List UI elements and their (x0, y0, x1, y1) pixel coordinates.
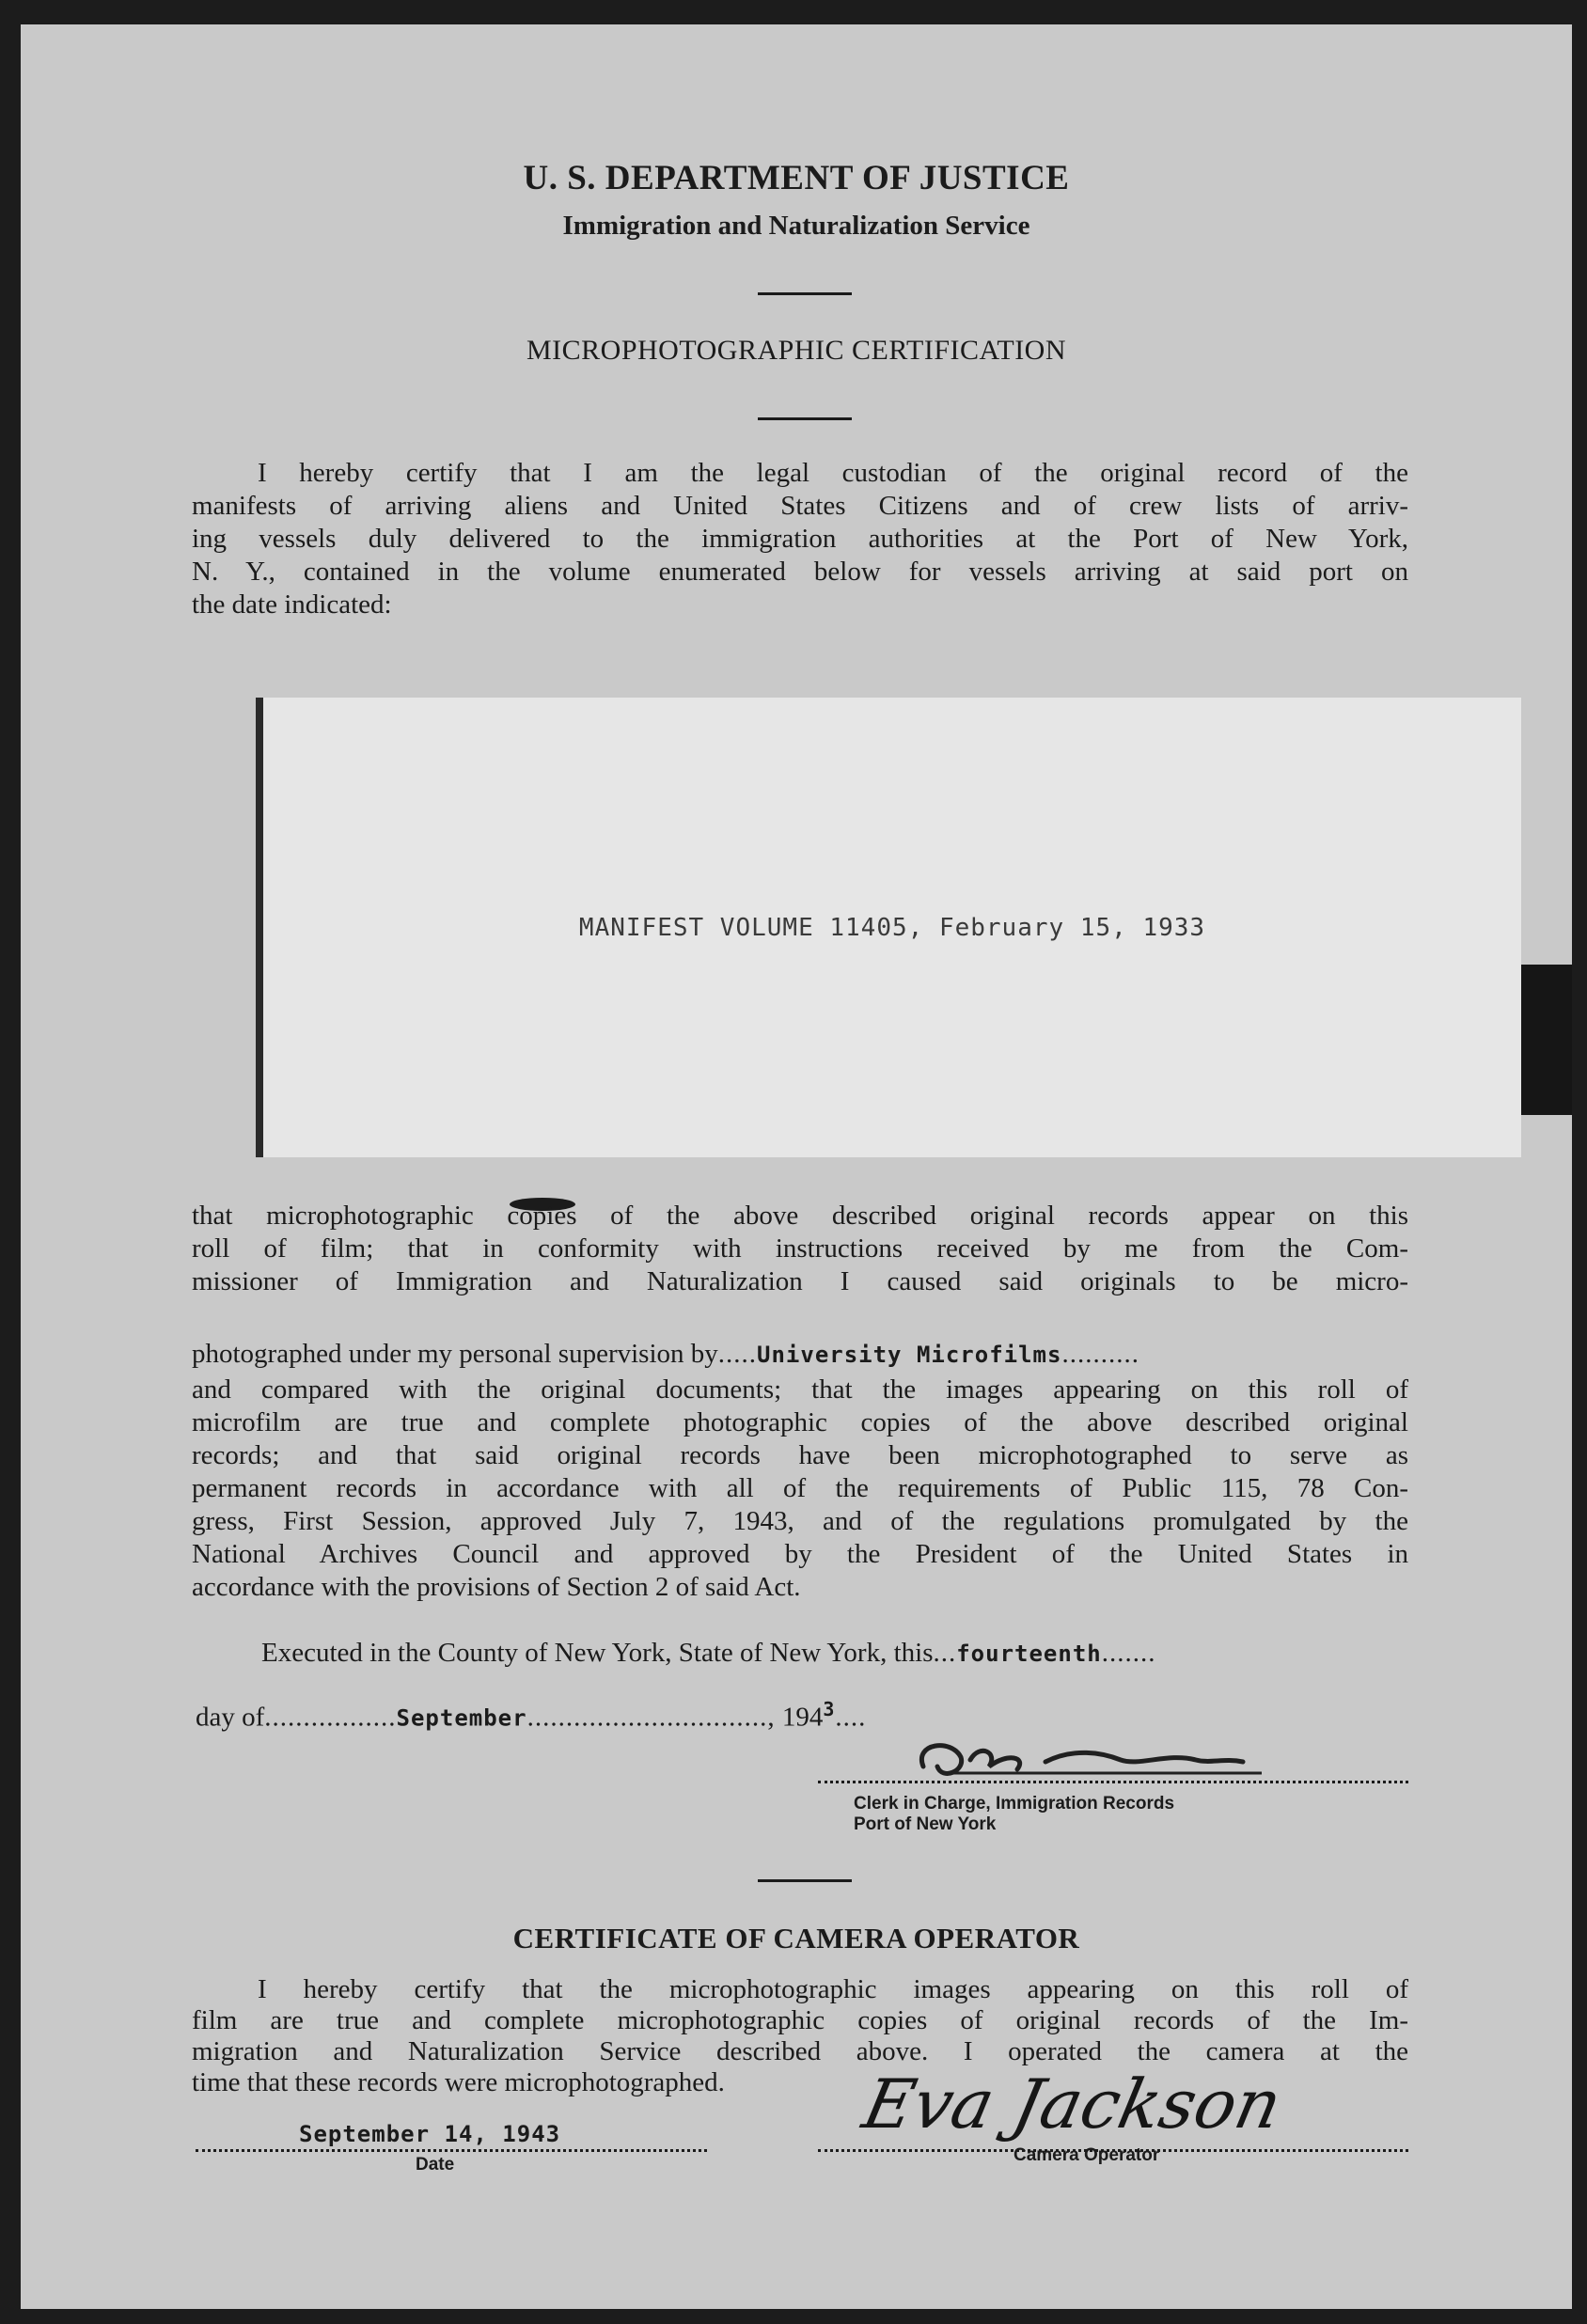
operator-line: film are true and complete microphotographic copies of original records of the Im- (192, 2005, 1408, 2035)
year-digit: 3 (823, 1698, 836, 1720)
operator-signature: Eva Jackson (856, 2065, 1289, 2143)
intro-line: manifests of arriving aliens and United States Citizens and of crew lists of arriv- (192, 491, 1408, 521)
body-paragraph-continued (192, 1374, 1408, 1604)
volume-slip (256, 698, 1521, 1157)
supervision-line: photographed under my personal supervision by.....University Microfilms.......... (192, 1339, 1139, 1369)
body-line: records; and that said original records have been microphotographed to serve as (192, 1440, 1408, 1470)
clerk-caption-title: Clerk in Charge, Immigration Records (854, 1794, 1175, 1814)
executed-line: Executed in the County of New York, State of New York, this...fourteenth....... (261, 1638, 1156, 1668)
certificate-page (21, 24, 1572, 2309)
body-line: microfilm are true and complete photographic copies of the above described original (192, 1407, 1408, 1437)
body-line: accordance with the provisions of Section 2 of said Act. (192, 1572, 801, 1602)
body-line: missioner of Immigration and Naturalization I caused said originals to be micro- (192, 1266, 1408, 1296)
volume-slip-text: MANIFEST VOLUME 11405, February 15, 1933 (578, 914, 1206, 942)
clerk-caption (854, 1794, 1174, 1835)
divider (758, 417, 852, 420)
month-value: September (396, 1704, 527, 1732)
operator-heading: CERTIFICATE OF CAMERA OPERATOR (512, 1922, 1080, 1955)
operator-line: migration and Naturalization Service described above. I operated the camera at the (192, 2036, 1408, 2066)
date-caption: Date (416, 2155, 455, 2175)
date-line (196, 2149, 707, 2152)
divider (758, 1879, 852, 1882)
clerk-signature-line (818, 1781, 1408, 1783)
executed-day-value: fourteenth (956, 1641, 1102, 1667)
intro-line: ing vessels duly delivered to the immigration authorities at the Port of New York, (192, 524, 1408, 554)
supervised-by-value: University Microfilms (757, 1342, 1062, 1368)
executed-prefix: Executed in the County of New York, State of New York, this (261, 1638, 934, 1668)
body-line: that microphotographic copies of the above described original records appear on this (192, 1201, 1408, 1231)
intro-line: N. Y., contained in the volume enumerated below for vessels arriving at said port on (192, 557, 1408, 587)
clerk-signature (886, 1724, 1318, 1799)
intro-line: I hereby certify that I am the legal custodian of the original record of the (258, 458, 1408, 488)
clerk-caption-port: Port of New York (854, 1814, 997, 1834)
divider (758, 292, 852, 295)
department-heading: U. S. DEPARTMENT OF JUSTICE (523, 159, 1070, 197)
year-prefix: 194 (781, 1702, 824, 1733)
operator-line: I hereby certify that the microphotographic images appearing on this roll of (258, 1974, 1408, 2004)
operator-line: time that these records were microphotographed. (192, 2067, 725, 2097)
intro-paragraph (192, 457, 1408, 621)
body-line: roll of film; that in conformity with instructions received by me from the Com- (192, 1233, 1408, 1264)
supervision-prefix: photographed under my personal supervision by (192, 1339, 718, 1369)
day-of-label: day of (196, 1702, 265, 1733)
body-line: National Archives Council and approved by the President of the United States in (192, 1539, 1408, 1569)
slip-shadow (1516, 965, 1572, 1115)
operator-date-value: September 14, 1943 (299, 2121, 561, 2147)
intro-line: the date indicated: (192, 589, 392, 620)
body-line: permanent records in accordance with all of the requirements of Public 115, 78 Con- (192, 1473, 1408, 1503)
date-of-execution-line: day of.................September..............................., $194^3$.... (196, 1698, 867, 1733)
operator-caption: Camera Operator (1013, 2145, 1160, 2165)
body-line: gress, First Session, approved July 7, 1943, and of the regulations promulgated by the (192, 1506, 1408, 1536)
body-line: and compared with the original documents; that the images appearing on this roll of (192, 1374, 1408, 1405)
body-paragraph (192, 1200, 1408, 1298)
certification-title: MICROPHOTOGRAPHIC CERTIFICATION (526, 335, 1067, 366)
service-subheading: Immigration and Naturalization Service (562, 211, 1030, 241)
